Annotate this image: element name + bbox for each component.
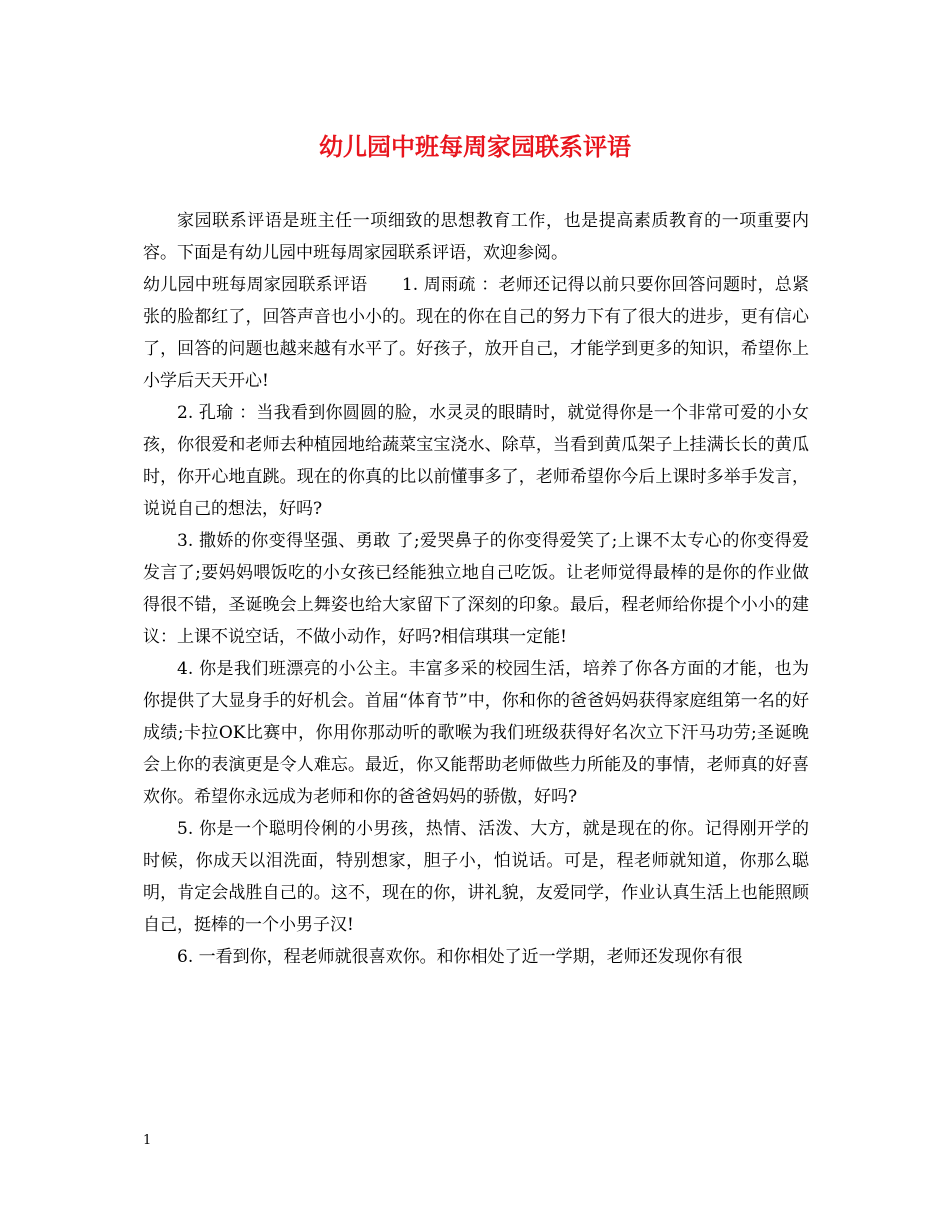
paragraph-comment-2: 2. 孔瑜 ：当我看到你圆圆的脸，水灵灵的眼睛时，就觉得你是一个非常可爱的小女孩，你很爱和老师去种植园地给蔬菜宝宝浇水、除草，当看到黄瓜架子上挂满长长的黄瓜时，你开心地直跳。现在的你真的比以前懂事多了，老师希望你今后上课时多举手发言，说说自己的想法，好吗? (143, 403, 809, 519)
paragraph-comment-3: 3. 撒娇的你变得坚强、勇敢 了;爱哭鼻子的你变得爱笑了;上课不太专心的你变得爱发言了;要妈妈喂饭吃的小女孩已经能独立地自己吃饭。让老师觉得最棒的是你的作业做得很不错，圣诞晚会上舞姿也给大家留下了深刻的印象。最后，程老师给你提个小小的建议：上课不说空话，不做小动作，好吗?相信琪琪一定能! (143, 531, 809, 647)
document-title: 幼儿园中班每周家园联系评语 (319, 132, 631, 161)
paragraph-comment-1: 幼儿园中班每周家园联系评语 1. 周雨疏 ：老师还记得以前只要你回答问题时，总紧张的脸都红了，回答声音也小小的。现在的你在自己的努力下有了很大的进步，更有信心了，回答的问题也越来越有水平了。好孩子，放开自己，才能学到更多的知识，希望你上小学后天天开心! (143, 275, 809, 391)
page-number: 1 (143, 1133, 152, 1148)
paragraph-intro: 家园联系评语是班主任一项细致的思想教育工作，也是提高素质教育的一项重要内容。下面是有幼儿园中班每周家园联系评语，欢迎参阅。 (143, 211, 809, 263)
paragraph-comment-5: 5. 你是一个聪明伶俐的小男孩，热情、活泼、大方，就是现在的你。记得刚开学的时候，你成天以泪洗面，特别想家，胆子小，怕说话。可是，程老师就知道，你那么聪明，肯定会战胜自己的。这不，现在的你，讲礼貌，友爱同学，作业认真生活上也能照顾自己，挺棒的一个小男子汉! (143, 819, 809, 935)
document-body (143, 205, 809, 973)
paragraph-comment-4: 4. 你是我们班漂亮的小公主。丰富多采的校园生活，培养了你各方面的才能，也为你提供了大显身手的好机会。首届“体育节”中，你和你的爸爸妈妈获得家庭组第一名的好成绩;卡拉OK比赛中，你用你那动听的歌喉为我们班级获得好名次立下汗马功劳;圣诞晚会上你的表演更是令人难忘。最近，你又能帮助老师做些力所能及的事情，老师真的好喜欢你。希望你永远成为老师和你的爸爸妈妈的骄傲，好吗? (143, 659, 809, 807)
paragraph-comment-6: 6. 一看到你，程老师就很喜欢你。和你相处了近一学期，老师还发现你有很 (177, 947, 743, 967)
